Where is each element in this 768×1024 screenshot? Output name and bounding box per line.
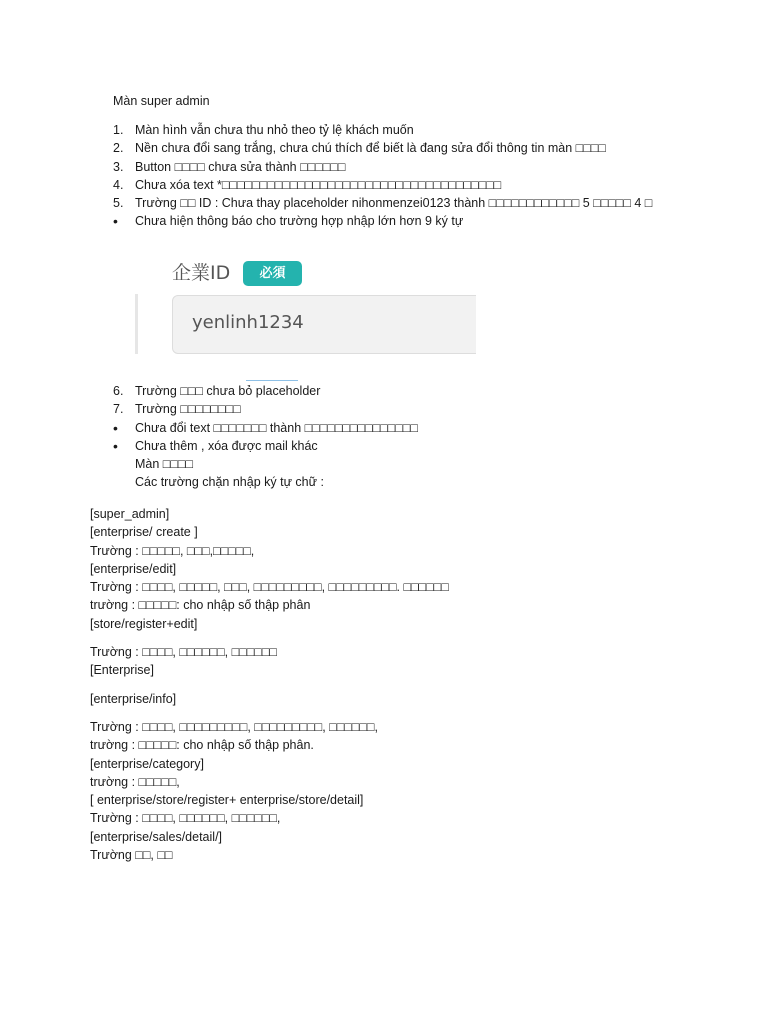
list-item-text: Nền chưa đổi sang trắng, chưa chú thích để biết là đang sửa đổi thông tin màn □□□□ — [135, 141, 606, 156]
list-item-text: Màn hình vẫn chưa thu nhỏ theo tỷ lệ khách muốn — [135, 123, 414, 137]
paragraph-gap — [90, 633, 750, 643]
text-line: [enterprise/category] — [90, 756, 204, 771]
text-line: [enterprise/sales/detail/] — [90, 829, 223, 844]
text-line: [enterprise/ create ] — [90, 525, 198, 540]
bullet-icon: • — [113, 437, 118, 454]
list-item-text: Các trường chặn nhập ký tự chữ : — [135, 475, 324, 490]
enterprise-id-input — [172, 295, 476, 354]
list-item-text: Chưa thêm , xóa được mail khác — [135, 438, 318, 453]
field-label: 企業ID — [172, 262, 231, 284]
bullet-icon: • — [113, 419, 118, 436]
list-item — [113, 176, 753, 194]
list-item — [113, 194, 753, 212]
text-line: [Enterprise] — [90, 663, 154, 678]
list-item-text: Trường □□□ chưa bỏ placeholder — [135, 384, 321, 398]
text-line: [store/register+edit] — [90, 616, 198, 631]
list-item-text: Chưa đổi text □□□□□□□ thành □□□□□□□□□□□□□□□ — [135, 420, 418, 435]
list-item-text: Chưa xóa text *□□□□□□□□□□□□□□□□□□□□□□□□□□□□□□□□□□□□□ — [135, 177, 502, 192]
list-item — [113, 158, 753, 176]
underline-divider — [246, 380, 298, 381]
bullet-icon: • — [113, 213, 118, 230]
paragraph-gap — [90, 680, 750, 690]
list-item — [113, 419, 753, 437]
list-item-text: Trường □□□□□□□□ — [135, 402, 241, 417]
list-item-text: Trường □□ ID : Chưa thay placeholder nihonmenzei0123 thành □□□□□□□□□□□□ 5 □□□□□ 4 □ — [135, 196, 653, 211]
list-number: 6. — [113, 384, 124, 398]
list-number: 2. — [113, 141, 124, 156]
text-line: Trường : □□□□□, □□□,□□□□□, — [90, 543, 255, 558]
list-item-text: Button □□□□ chưa sửa thành □□□□□□ — [135, 159, 346, 174]
list-item-continuation — [113, 455, 753, 473]
list-number: 1. — [113, 123, 124, 137]
page-title: Màn super admin — [113, 94, 210, 108]
list-number: 3. — [113, 159, 124, 174]
paragraph-gap — [90, 708, 750, 718]
embedded-screenshot — [135, 256, 476, 382]
text-line: Trường : □□□□, □□□□□□□□□, □□□□□□□□□, □□□□□□, — [90, 719, 378, 734]
issue-list-2 — [113, 382, 753, 492]
field-rules-section — [90, 505, 750, 864]
text-line: [ enterprise/store/register+ enterprise/store/detail] — [90, 793, 364, 808]
left-border — [135, 294, 138, 354]
issue-list-1 — [113, 121, 753, 231]
list-item-text: Màn □□□□ — [135, 457, 193, 472]
list-number: 7. — [113, 402, 124, 417]
text-line: trường : □□□□□: cho nhập số thập phân — [90, 598, 311, 613]
text-line: [enterprise/info] — [90, 691, 177, 706]
text-line: Trường : □□□□, □□□□□□, □□□□□□ — [90, 645, 277, 660]
text-line: Trường : □□□□, □□□□□, □□□, □□□□□□□□□, □□□□□□□□□. □□□□□□ — [90, 580, 449, 595]
text-line: Trường : □□□□, □□□□□□, □□□□□□, — [90, 811, 281, 826]
text-line: [super_admin] — [90, 507, 170, 521]
list-item — [113, 121, 753, 139]
list-item-text: Chưa hiện thông báo cho trường hợp nhập lớn hơn 9 ký tự — [135, 214, 464, 229]
list-number: 5. — [113, 196, 124, 211]
text-line: trường : □□□□□, — [90, 774, 180, 789]
text-line: Trường □□, □□ — [90, 848, 173, 863]
list-item-continuation — [113, 473, 753, 491]
text-line: trường : □□□□□: cho nhập số thập phân. — [90, 738, 314, 753]
input-value: yenlinh1234 — [192, 312, 304, 333]
list-item — [113, 437, 753, 455]
list-item — [113, 400, 753, 418]
list-item — [113, 212, 753, 230]
text-line: [enterprise/edit] — [90, 561, 177, 576]
list-item — [113, 382, 753, 400]
list-number: 4. — [113, 177, 124, 192]
list-item — [113, 139, 753, 157]
required-badge: 必須 — [243, 261, 302, 286]
